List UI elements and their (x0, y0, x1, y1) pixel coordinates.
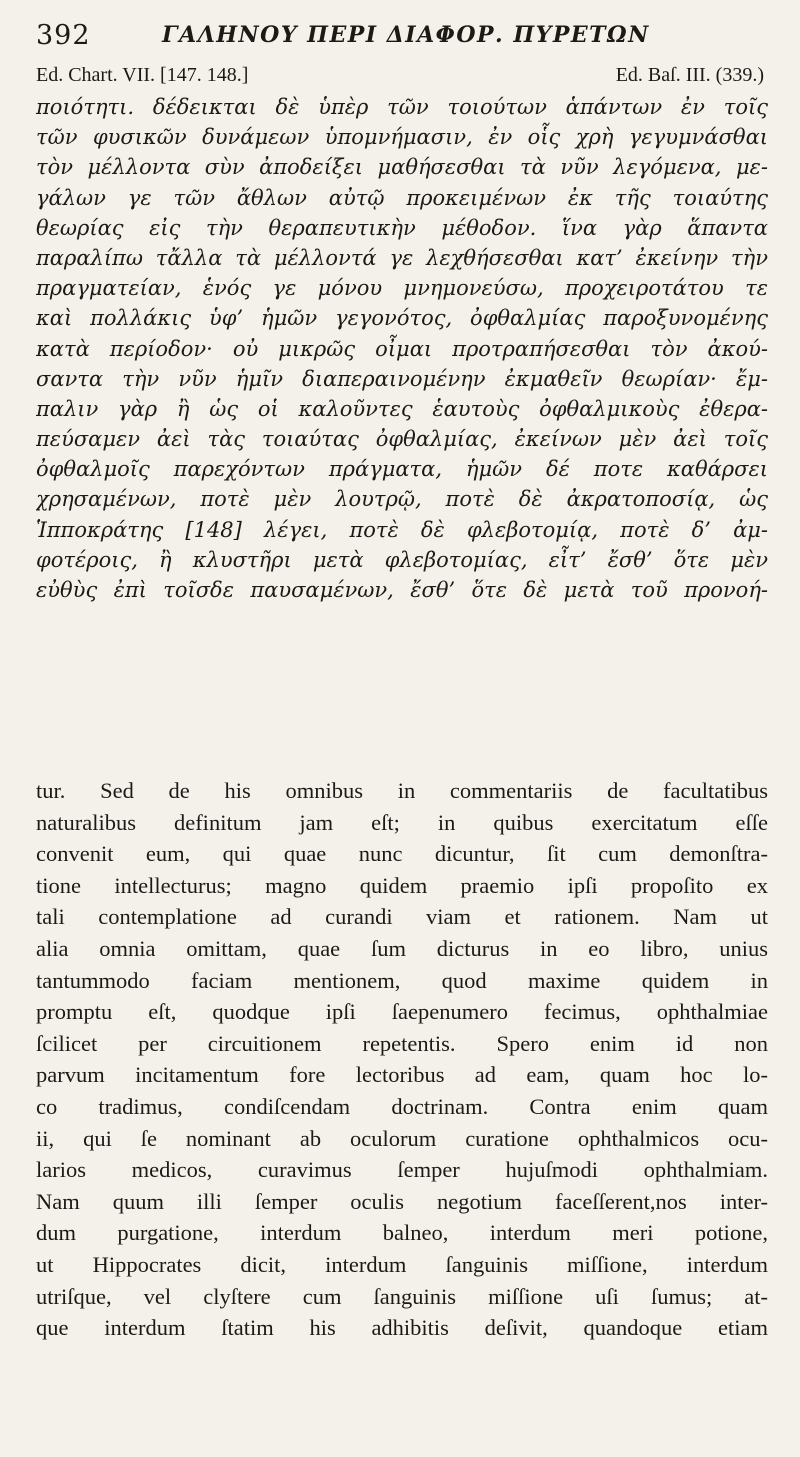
latin-line: tali contemplatione ad curandi viam et rationem. Nam ut (36, 904, 768, 930)
greek-line: καὶ πολλάκις ὑφ’ ἡμῶν γεγονότος, ὀφθαλμίας παροξυνομένης (36, 306, 768, 331)
edition-chartier: Ed. Chart. VII. [147. 148.] (36, 64, 249, 86)
greek-line: παραλίπω τἄλλα τὰ μέλλοντά γε λεχθήσεσθαι κατ’ ἐκείνην τὴν (36, 245, 768, 270)
edition-basel: Ed. Baſ. III. (339.) (615, 64, 764, 86)
latin-text-block (36, 775, 768, 1344)
greek-line: παλιν γὰρ ἢ ὡς οἱ καλοῦντες ἑαυτοὺς ὀφθαλμικοὺς ἐθερα- (36, 396, 768, 421)
greek-line: φοτέροις, ἢ κλυστῆρι μετὰ φλεβοτομίας, εἶτ’ ἔσθ’ ὅτε μὲν (36, 547, 768, 572)
running-head (36, 20, 768, 54)
edition-references (36, 64, 768, 90)
latin-line: naturalibus definitum jam eſt; in quibus exercitatum eſſe (36, 809, 768, 835)
running-title: ΓΑΛΗΝΟΥ ΠΕΡΙ ΔΙΑΦΟΡ. ΠΥΡΕΤΩΝ (162, 22, 650, 48)
greek-line: ὀφθαλμοῖς παρεχόντων πράγματα, ἡμῶν δέ ποτε καθάρσει (36, 457, 768, 482)
latin-line: ii, qui ſe nominant ab oculorum curatione ophthalmicos ocu- (36, 1125, 768, 1151)
greek-line: θεωρίας εἰς τὴν θεραπευτικὴν μέθοδον. ἵνα γὰρ ἅπαντα (36, 215, 768, 240)
latin-line: tantummodo faciam mentionem, quod maxime quidem in (36, 967, 768, 993)
latin-line: ut Hippocrates dicit, interdum ſanguinis miſſione, interdum (36, 1251, 768, 1277)
greek-line: πεύσαμεν ἀεὶ τὰς τοιαύτας ὀφθαλμίας, ἐκείνων μὲν ἀεὶ τοῖς (36, 427, 768, 452)
latin-line: convenit eum, qui quae nunc dicuntur, ſit cum demonſtra- (36, 841, 768, 867)
latin-line: que interdum ſtatim his adhibitis deſivit, quandoque etiam (36, 1315, 768, 1341)
greek-line: ποιότητι. δέδεικται δὲ ὑπὲρ τῶν τοιούτων ἁπάντων ἐν τοῖς (36, 95, 768, 119)
greek-line: γάλων γε τῶν ἄθλων αὐτῷ προκειμένων ἐκ τῆς τοιαύτης (36, 185, 768, 210)
latin-line: dum purgatione, interdum balneo, interdum meri potione, (36, 1220, 768, 1246)
greek-line: τὸν μέλλοντα σὺν ἀποδείξει μαθήσεσθαι τὰ νῦν λεγόμενα, με- (36, 155, 768, 180)
greek-text-block (36, 92, 768, 605)
greek-line: κατὰ περίοδον· οὐ μικρῶς οἶμαι προτραπήσεσθαι τὸν ἀκού- (36, 336, 768, 361)
latin-line: promptu eſt, quodque ipſi ſaepenumero fecimus, ophthalmiae (36, 999, 768, 1025)
latin-line: utriſque, vel clyſtere cum ſanguinis miſſione uſi ſumus; at- (36, 1283, 768, 1309)
greek-line: σαντα τὴν νῦν ἡμῖν διαπεραινομένην ἐκμαθεῖν θεωρίαν· ἔμ- (36, 366, 768, 391)
greek-line: πραγματείαν, ἑνός γε μόνου μνημονεύσω, προχειροτάτου τε (36, 276, 768, 301)
latin-line: ſcilicet per circuitionem repetentis. Spero enim id non (36, 1030, 768, 1056)
latin-line: tur. Sed de his omnibus in commentariis de facultatibus (36, 778, 768, 803)
greek-line: τῶν φυσικῶν δυνάμεων ὑπομνήμασιν, ἐν οἷς χρὴ γεγυμνάσθαι (36, 125, 768, 150)
greek-line: χρησαμένων, ποτὲ μὲν λουτρῷ, ποτὲ δὲ ἀκρατοποσίᾳ, ὡς (36, 487, 768, 512)
latin-line: larios medicos, curavimus ſemper hujuſmodi ophthalmiam. (36, 1157, 768, 1183)
greek-line: εὐθὺς ἐπὶ τοῖσδε παυσαμένων, ἔσθ’ ὅτε δὲ μετὰ τοῦ προνοή- (36, 578, 768, 602)
latin-line: Nam quum illi ſemper oculis negotium faceſſerent,nos inter- (36, 1188, 768, 1214)
latin-line: tione intellecturus; magno quidem praemio ipſi propoſito ex (36, 872, 768, 898)
latin-line: parvum incitamentum fore lectoribus ad eam, quam hoc lo- (36, 1062, 768, 1088)
greek-line: Ἱπποκράτης [148] λέγει, ποτὲ δὲ φλεβοτομίᾳ, ποτὲ δ’ ἀμ- (36, 517, 768, 542)
page-number: 392 (36, 20, 91, 51)
latin-line: co tradimus, condiſcendam doctrinam. Contra enim quam (36, 1093, 768, 1119)
latin-line: alia omnia omittam, quae ſum dicturus in eo libro, unius (36, 935, 768, 961)
